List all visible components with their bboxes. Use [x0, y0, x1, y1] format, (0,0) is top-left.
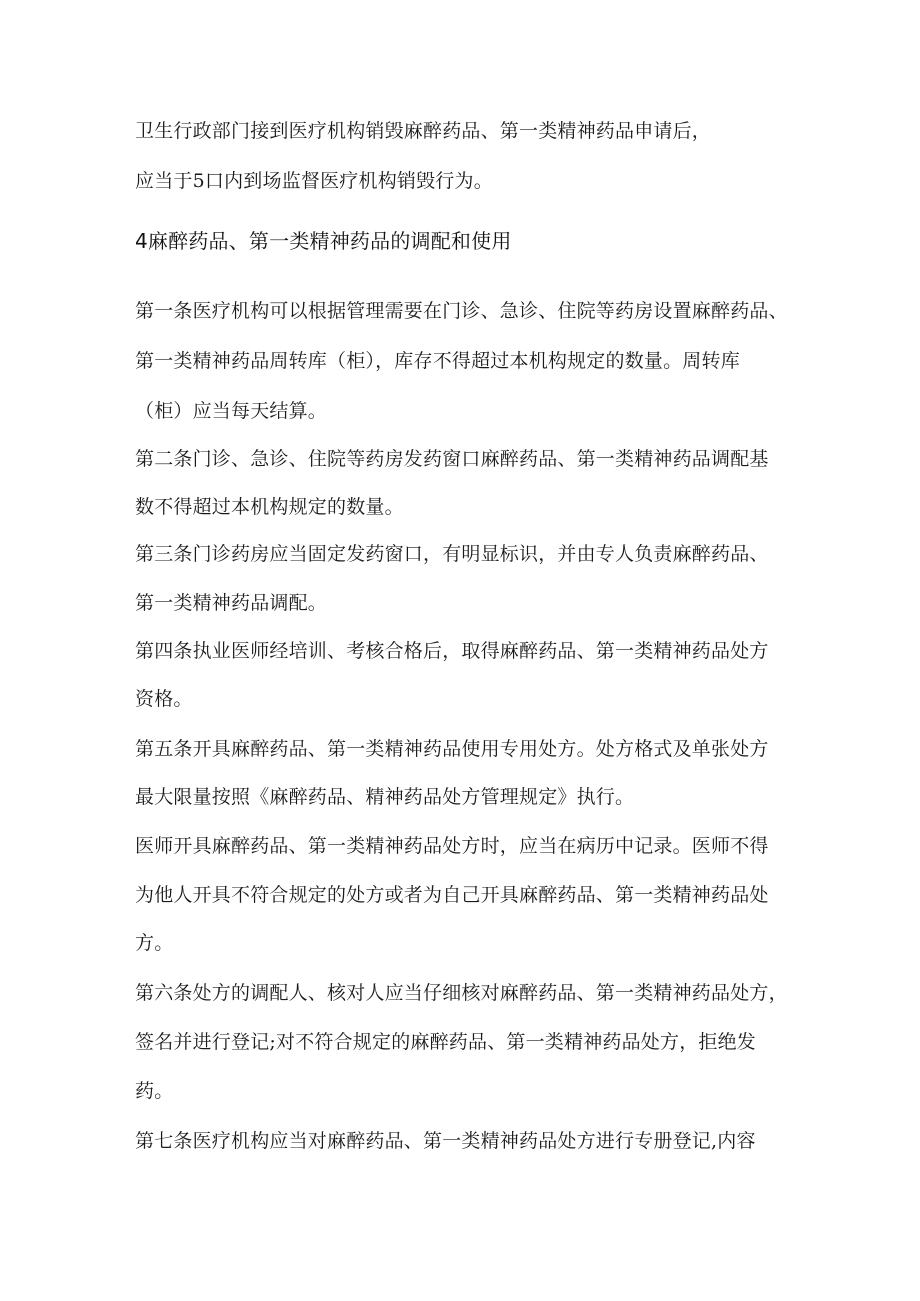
article-5b-line-1: 医师开具麻醉药品、第一类精神药品处方时，应当在病历中记录。医师不得 [135, 835, 769, 857]
article-7-line-1: 第七条医疗机构应当对麻醉药品、第一类精神药品处方进行专册登记,内容 [135, 1130, 756, 1152]
article-5b-line-2: 为他人开具不符合规定的处方或者为自己开具麻醉药品、第一类精神药品处 [135, 884, 769, 906]
intro-line-2: 应当于5口内到场监督医疗机构销毁行为。 [135, 170, 493, 192]
article-6-line-2: 签名并进行登记;对不符合规定的麻醉药品、第一类精神药品处方，拒绝发 [135, 1031, 757, 1053]
article-2-line-1: 第二条门诊、急诊、住院等药房发药窗口麻醉药品、第一类精神药品调配基 [135, 448, 769, 470]
article-1-line-1: 第一条医疗机构可以根据管理需要在门诊、急诊、住院等药房设置麻醉药品、 [135, 300, 788, 322]
intro-line-1: 卫生行政部门接到医疗机构销毁麻醉药品、第一类精神药品申请后， [135, 120, 712, 142]
article-1-line-3: （柜）应当每天结算。 [135, 400, 328, 422]
article-3-line-1: 第三条门诊药房应当固定发药窗口，有明显标识，并由专人负责麻醉药品、 [135, 543, 769, 565]
article-5-line-1: 第五条开具麻醉药品、第一类精神药品使用专用处方。处方格式及单张处方 [135, 738, 769, 760]
article-6-line-3: 药。 [135, 1080, 174, 1102]
article-1-line-2: 第一类精神药品周转库（柜），库存不得超过本机构规定的数量。周转库 [135, 350, 740, 372]
article-2-line-2: 数不得超过本机构规定的数量。 [135, 496, 404, 518]
article-4-line-2: 资格。 [135, 688, 193, 710]
article-5b-line-3: 方。 [135, 932, 174, 954]
article-3-line-2: 第一类精神药品调配。 [135, 592, 328, 614]
article-4-line-1: 第四条执业医师经培训、考核合格后，取得麻醉药品、第一类精神药品处方 [135, 640, 769, 662]
article-6-line-1: 第六条处方的调配人、核对人应当仔细核对麻醉药品、第一类精神药品处方， [135, 982, 788, 1004]
section-heading: 4麻醉药品、第一类精神药品的调配和使用 [135, 229, 512, 253]
article-5-line-2: 最大限量按照《麻醉药品、精神药品处方管理规定》执行。 [135, 786, 635, 808]
